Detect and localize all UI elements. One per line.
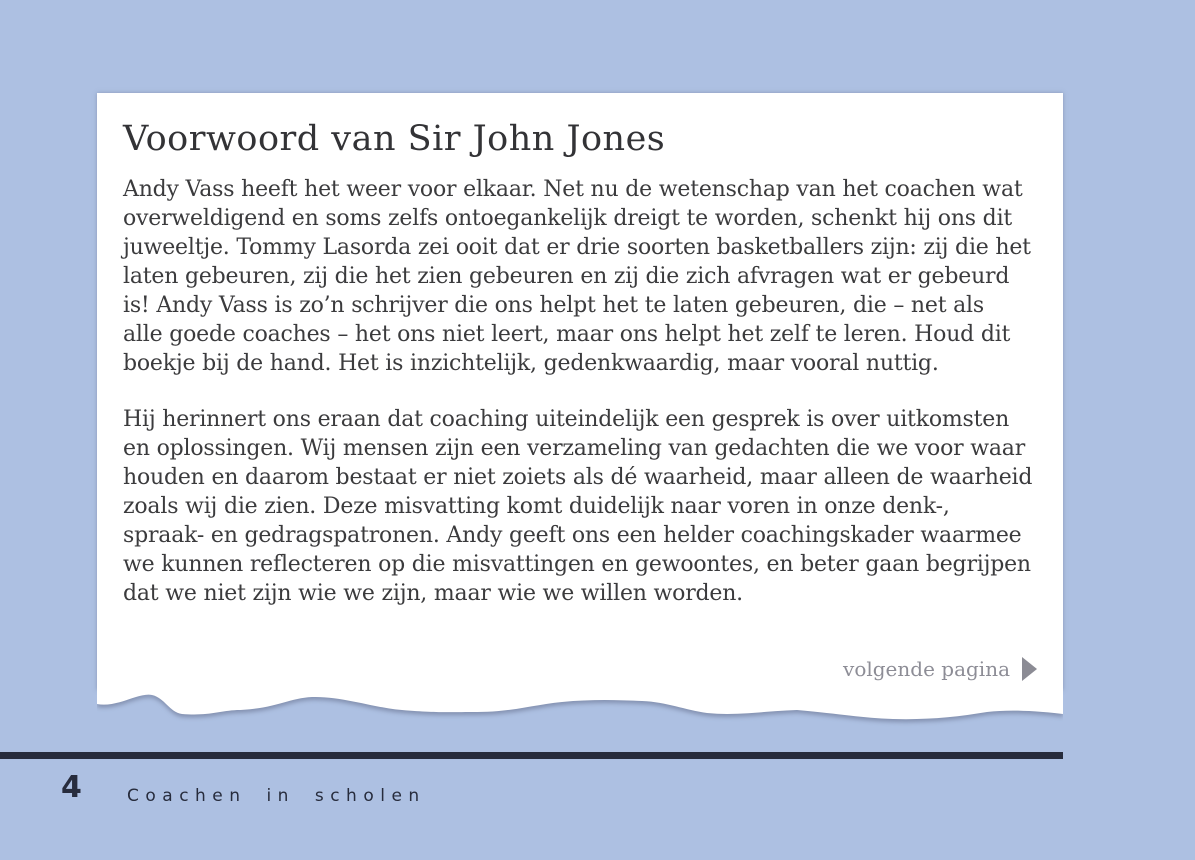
text-line: is! Andy Vass is zo’n schrijver die ons helpt het te laten gebeuren, die – net als (123, 293, 984, 318)
next-page-link[interactable] (843, 655, 1037, 688)
torn-paper-edge (97, 690, 1063, 730)
text-line: dat we niet zijn wie we zijn, maar wie we willen worden. (123, 581, 743, 606)
text-line: Andy Vass heeft het weer voor elkaar. Net nu de wetenschap van het coachen wat (123, 177, 1023, 202)
text-line: houden en daarom bestaat er niet zoiets als dé waarheid, maar alleen de waarheid (123, 465, 1033, 490)
page-title: Voorwoord van Sir John Jones (123, 119, 666, 159)
text-line: laten gebeuren, zij die het zien gebeuren en zij die zich afvragen wat er gebeurd (123, 264, 1010, 289)
text-line: spraak- en gedragspatronen. Andy geeft ons een helder coachingskader waarmee (123, 523, 1022, 548)
text-line: boekje bij de hand. Het is inzichtelijk, gedenkwaardig, maar vooral nuttig. (123, 351, 939, 376)
text-line: Hij herinnert ons eraan dat coaching uiteindelijk een gesprek is over uitkomsten (123, 407, 1010, 432)
next-page-row (123, 655, 1037, 684)
text-line: juweeltje. Tommy Lasorda zei ooit dat er drie soorten basketballers zijn: zij die het (123, 235, 1031, 260)
page-number: 4 (61, 770, 82, 805)
text-line: zoals wij die zien. Deze misvatting komt duidelijk naar voren in onze denk-, (123, 494, 950, 519)
footer-divider-bar (0, 752, 1063, 759)
text-line: we kunnen reflecteren op die misvattingen en gewoontes, en beter gaan begrijpen (123, 552, 1031, 577)
text-line: overweldigend en soms zelfs ontoegankelijk dreigt te worden, schenkt hij ons dit (123, 206, 1013, 231)
book-title: Coachen in scholen (127, 786, 426, 806)
content-card (97, 93, 1063, 690)
paragraph-2 (123, 405, 1037, 608)
next-page-label: volgende pagina (843, 657, 1010, 681)
next-page-arrow-icon (1022, 657, 1037, 688)
paragraph-1 (123, 175, 1037, 378)
text-line: en oplossingen. Wij mensen zijn een verzameling van gedachten die we voor waar (123, 436, 1026, 461)
text-line: alle goede coaches – het ons niet leert, maar ons helpt het zelf te leren. Houd dit (123, 322, 1011, 347)
